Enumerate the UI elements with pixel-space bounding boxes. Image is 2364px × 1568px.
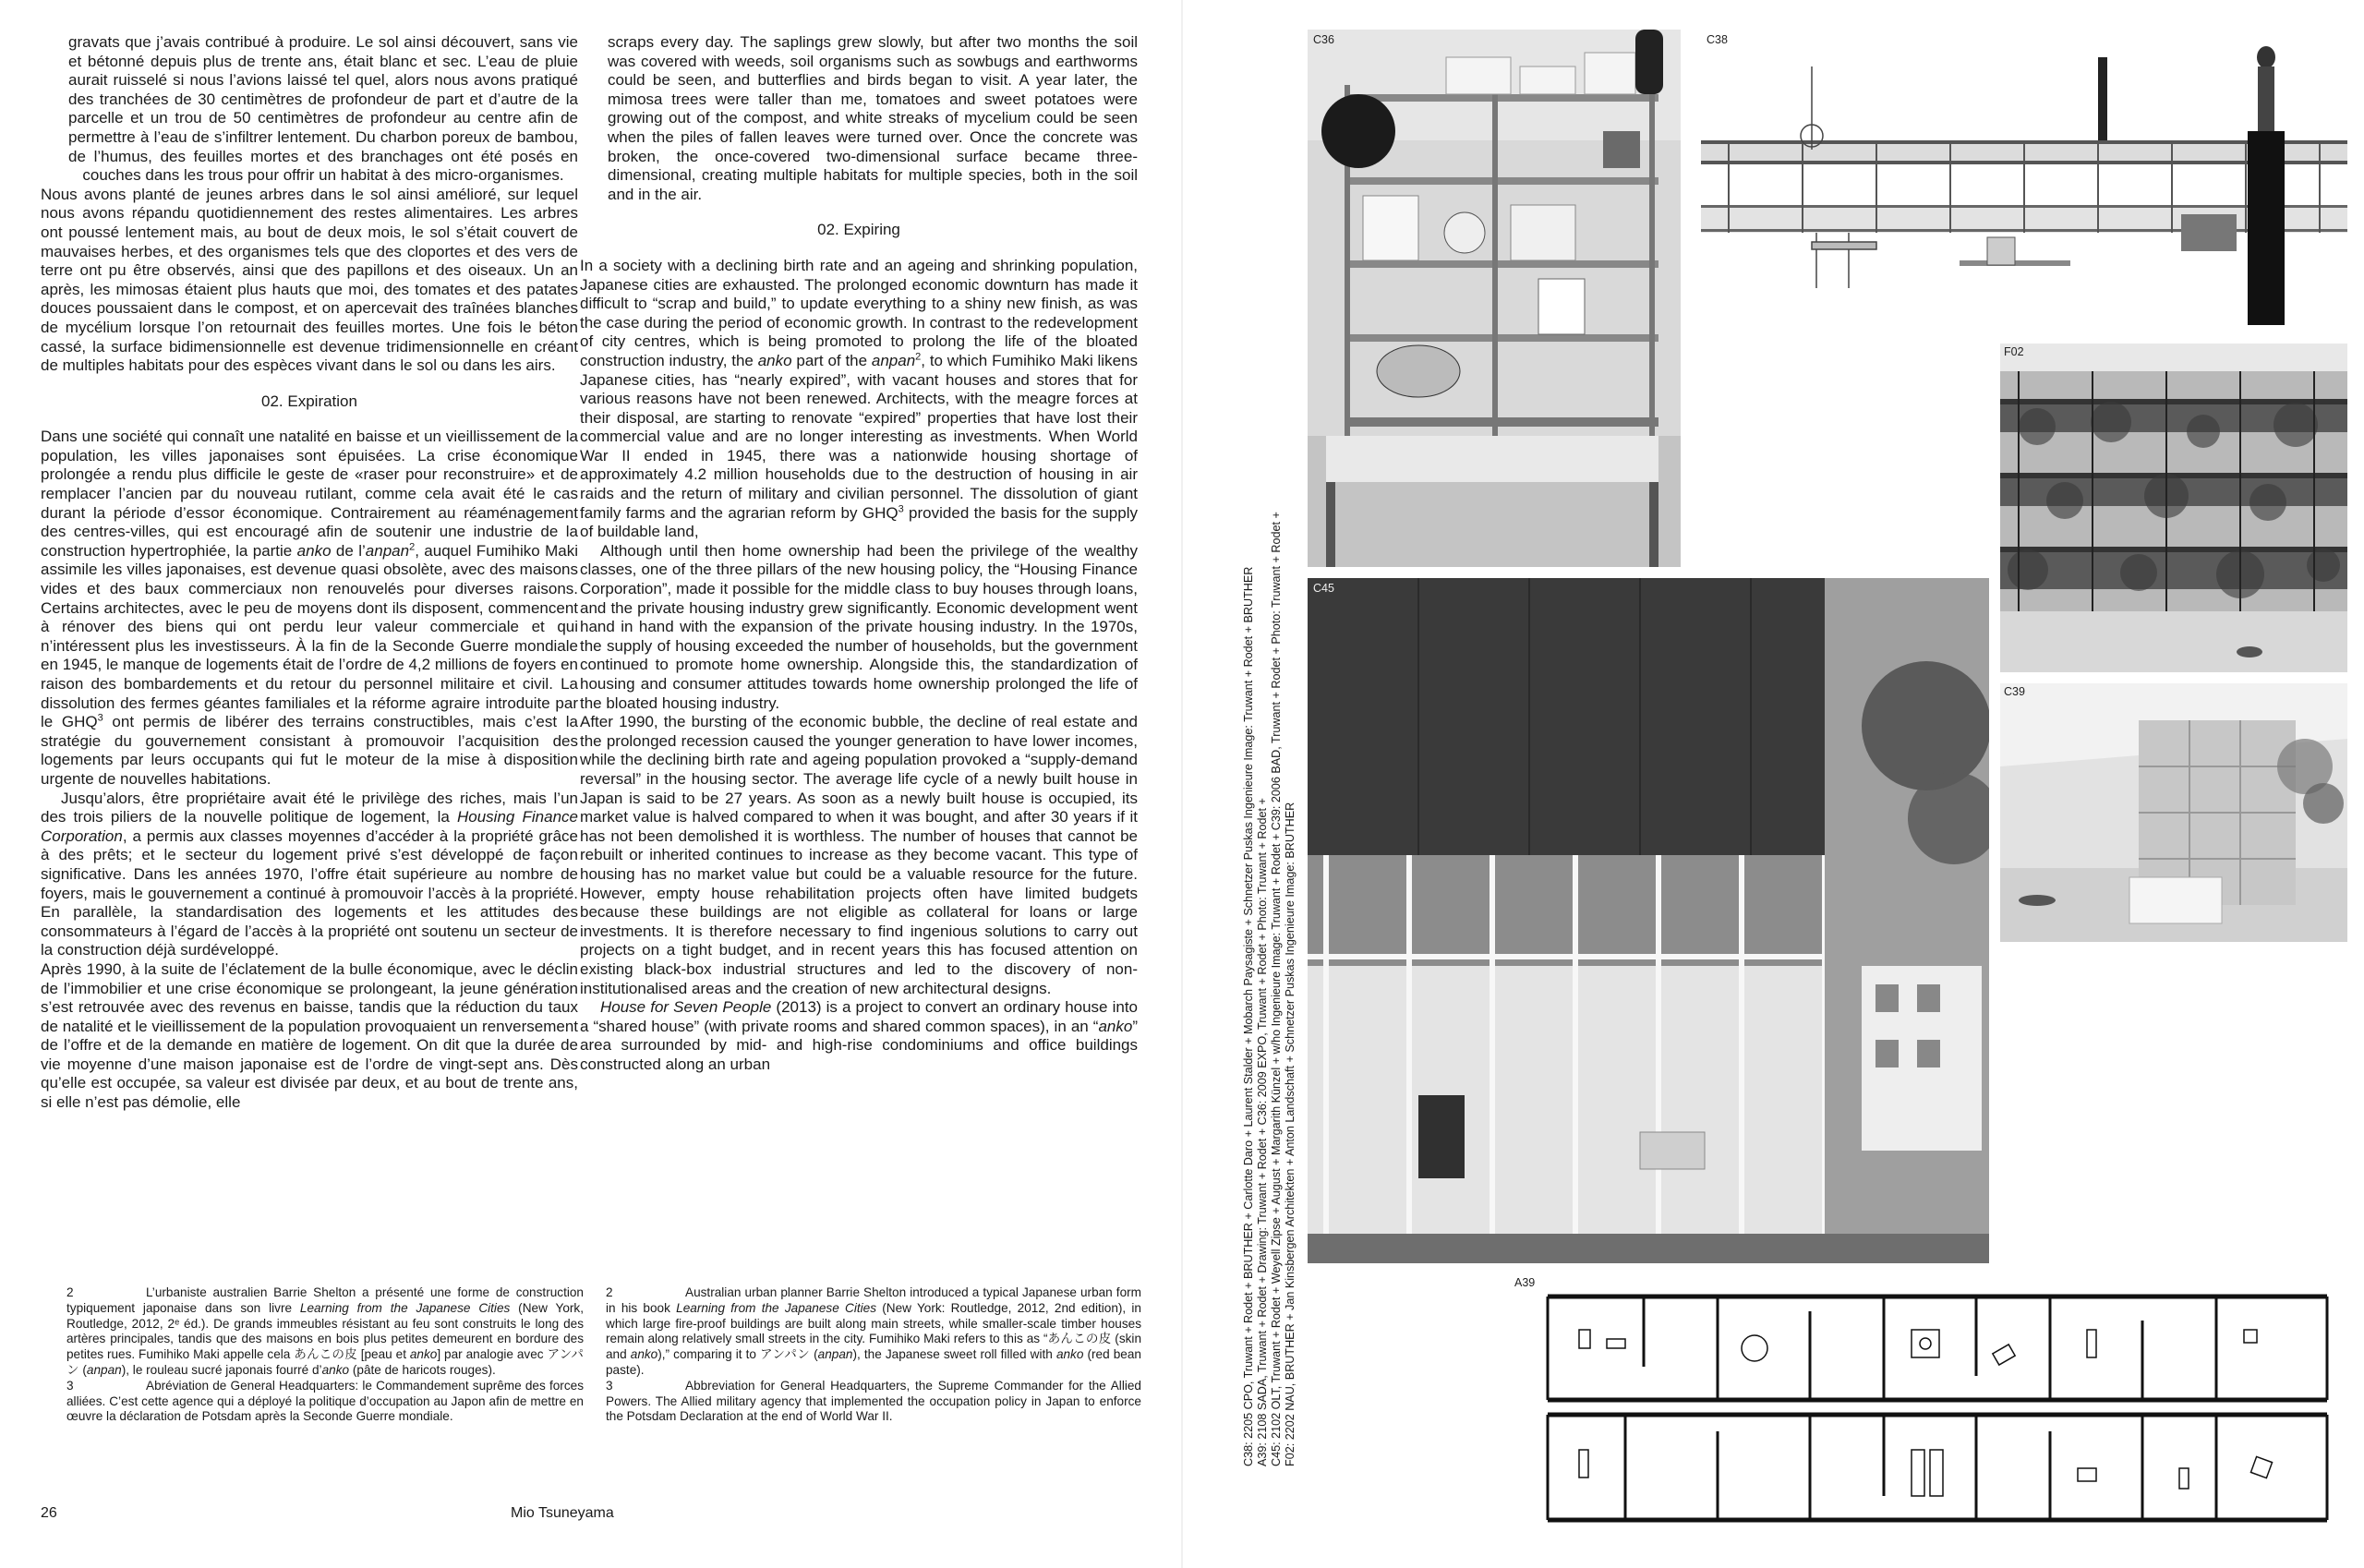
en-footnote-2: 2 Australian urban planner Barrie Shelton introduced a typical Japanese urban form in his book Learning from the Japanese Cities (New York: Routledge, 2012, 2nd edition), in which large fire-proof buildings are built along main streets, while smaller-scale timber houses remain along relatively small streets in the city. Fumihiko Maki refers to this as “あんこの皮 (skin and anko),” comparing it to アンパン (anpan), the Japanese sweet roll filled with anko (red bean paste). — [606, 1285, 1141, 1377]
credit-line: A39: 2108 SADA, Truwant + Rodet + Drawing: Truwant + Rodet + C36: 2009 EXPO, Truwant + Rodet + Photo: Truwant + Rodet + — [1256, 798, 1269, 1466]
label-c36: C36 — [1313, 33, 1334, 46]
fr-paragraph-1: gravats que j’avais contribué à produire. Le sol ainsi découvert, sans vie et bétonné depuis plus de trente ans, était blanc et sec. L’eau de pluie aurait ruisselé si nous l’avions laissé tel quel, alors nous avons pratiqué des tranchées de 30 centimètres de profondeur de part et d’autre de la parcelle et un trou de 50 centimètres de profondeur au centre afin de permettre à l’eau de s’infiltrer lentement. Du charbon poreux de bambou, de l’humus, des feuilles mortes et des branchages ont été posés en couches dans les trous pour offrir un habitat à des micro-organismes. — [68, 33, 578, 185]
credit-line: C38: 2205 CPO, Truwant + Rodet + BRUTHER + Carlotte Daro + Laurent Stalder + Mobarch Paysagiste + Schnetzer Puskas Ingenieure Image: Truwant + Rodet + BRUTHER — [1242, 566, 1255, 1466]
drawing-a39-floorplans — [1514, 1274, 2346, 1533]
label-a39: A39 — [1514, 1276, 1536, 1289]
french-column — [41, 33, 578, 1113]
photo-c36-studio — [1308, 30, 1681, 567]
en-paragraph-1: scraps every day. The saplings grew slowly, but after two months the soil was covered with weeds, soil organisms such as sowbugs and earthworms could be seen, and butterflies and birds began to visit. A year later, the mimosa trees were taller than me, tomatoes and sweet potatoes were growing out of the compost, and white streaks of mycelium could be seen when the piles of fallen leaves were turned over. Once the concrete was broken, the once-covered two-dimensional surface became three-dimensional, creating multiple habitats for multiple species, both in the soil and in the air. — [608, 33, 1138, 203]
fr-footnote-2: 2 L’urbaniste australien Barrie Shelton a présenté une forme de construction typiquement japonaise dans son livre Learning from the Japanese Cities (New York, Routledge, 2012, 2ᵉ éd.). De grands immeubles résistant au feu sont construits le long des artères principales, tandis que des maisons en bois plus petites demeurent en bordure des petites rues. Fumihiko Maki appelle cela あんこの皮 [peau et anko] par analogie avec アンパン (anpan), le rouleau sucré japonais fourré d’anko (pâte de haricots rouges). — [66, 1285, 584, 1377]
interior-render-image — [2000, 683, 2347, 942]
studio-shelving-image — [1308, 30, 1681, 567]
photo-c45-pavilion — [1308, 578, 1989, 1263]
label-c38: C38 — [1707, 33, 1728, 46]
label-f02: F02 — [2004, 345, 2024, 358]
english-column — [580, 33, 1138, 1074]
en-footnote-3: 3 Abbreviation for General Headquarters, the Supreme Commander for the Allied Powers. The Allied military agency that implemented the occupation policy in Japan to enforce the Potsdam Declaration at the end of World War II. — [606, 1378, 1141, 1424]
photo-c38-exhibition — [1701, 30, 2347, 325]
fr-paragraph-2: Nous avons planté de jeunes arbres dans le sol ainsi amélioré, sur lequel nous avons répandu quotidiennement des restes alimentaires. Les arbres ont poussé lentement mais, au bout de deux mois, le sol s’était couvert de mauvaises herbes, et des organismes tels que des cloportes et des vers de terre ont pu être observés, ainsi que des papillons et des oiseaux. Un an après, les mimosas étaient plus hauts que moi, des tomates et des patates douces poussaient dans le compost, et on apercevait des traînées blanches de mycélium lorsque l’on retournait des feuilles mortes. Une fois le béton cassé, la surface bidimensionnelle est devenue tridimensionnelle en créant de multiples habitats pour des espèces vivant dans le sol ou dans les airs. — [41, 185, 578, 375]
page-gutter — [1181, 0, 1183, 1568]
photo-f02-facade — [2000, 344, 2347, 672]
en-paragraph-4: After 1990, the bursting of the economic bubble, the decline of real estate and the prolonged recession caused the younger generation to have lower incomes, while the declining birth rate and ageing population provoked a “supply-demand reversal” in the housing sector. The average life cycle of a newly built house in Japan is said to be 27 years. As soon as a newly built house is occupied, its market value is halved compared to when it was bought, and after 30 years if it has not been demolished it is worthless. The number of houses that cannot be rebuilt or inherited continues to increase as they become vacant. This type of housing has no market value but could be a valuable resource for the future. However, empty house rehabilitation projects often have limited budgets because these buildings are not eligible as collateral for loans or large investments. It is therefore necessary to find ingenious solutions to carry out projects on a tight budget, and in recent years this has focused attention on existing black-box industrial structures and led to the discovery of non-institutionalised areas and the creation of new architectural designs. — [580, 713, 1138, 997]
en-paragraph-3: Although until then home ownership had been the privilege of the wealthy classes, one of the three pillars of the new housing policy, the “Housing Finance Corporation”, made it possible for the middle class to buy houses through loans, and the private housing industry grew significantly. Economic development went hand in hand with the expansion of the private housing industry. In the 1970s, the supply of housing exceeded the number of households, but the government continued to promote home ownership. Alongside this, the standardization of housing and consumer attitudes towards home ownership prolonged the life of the bloated housing industry. — [580, 541, 1138, 712]
french-footnotes — [66, 1285, 584, 1425]
en-paragraph-5: House for Seven People (2013) is a project to convert an ordinary house into a “shared house” (with private rooms and shared common spaces), in an “anko” area surrounded by mid- and high-rise condominiums and office buildings constructed along an urban — [580, 998, 1139, 1073]
fr-paragraph-4: Jusqu’alors, être propriétaire avait été le privilège des riches, mais l’un des trois piliers de la nouvelle politique de logement, la Housing Finance Corporation, a permis aux classes moyennes d’accéder à la propriété grâce à des prêts; et le secteur du logement privé s’est développé de façon significative. Dans les années 1970, l’offre était supérieure au nombre de foyers, mais le gouvernement a continué à promouvoir l’accès à la propriété. En parallèle, la standardisation des logements et les attitudes des consommateurs à l’égard de l’accès à la propriété ont soutenu un secteur de la construction déjà surdéveloppé. — [41, 789, 578, 959]
fr-paragraph-3: Dans une société qui connaît une natalité en baisse et un vieillissement de la population, les villes japonaises sont épuisées. La crise économique prolongée a rendu plus difficile le geste de «raser pour reconstruire» et de remplacer l’ancien par du nouveau rutilant, comme cela avait été le cas durant la période d’essor économique. Contrairement au réaménagement des centres-villes, qui est encouragé afin de soutenir une industrie de la construction hypertrophiée, la partie anko de l’anpan$^2$, auquel Fumihiko Maki assimile les villes japonaises, est devenue quasi obsolète, avec des maisons vides et des baux commerciaux non renouvelés pour diverses raisons. Certains architectes, avec le peu de moyens dont ils disposent, commencent à rénover des biens qui ont perdu leur valeur commerciale et qui n’intéressent plus les investisseurs. À la fin de la Seconde Guerre mondiale en 1945, le manque de logements était de l’ordre de 4,2 millions de foyers en raison des bombardements et du retour du personnel militaire et civil. La dissolution des fermes géantes familiales et la réforme agraire introduite par le GHQ$^3$ ont permis de libérer des terrains constructibles, mais c’est la stratégie du gouvernement consistant à promouvoir l’acquisition des logements par leurs occupants qui fut le moteur de la mise à disposition urgente de nouvelles habitations. — [41, 428, 578, 788]
label-c45: C45 — [1313, 582, 1334, 595]
english-footnotes — [606, 1285, 1141, 1425]
page-number: 26 — [41, 1505, 57, 1521]
fr-footnote-3: 3 Abréviation de General Headquarters: le Commandement suprême des forces alliées. C’est cette agence qui a déployé la politique d’occupation au Japon afin de mettre en œuvre la déclaration de Potsdam après la Seconde Guerre mondiale. — [66, 1378, 584, 1424]
exhibition-collage-image — [1701, 30, 2347, 325]
credit-line: F02: 2202 NAU, BRUTHER + Jan Kinsbergen Architekten + Anton Landschaft + Schnetzer Puskas Ingenieure Image: BRUTHER — [1284, 802, 1297, 1466]
photo-c39-interior — [2000, 683, 2347, 942]
floorplan-drawing — [1514, 1274, 2346, 1533]
fr-heading: 02. Expiration — [261, 392, 357, 410]
pavilion-facade-image — [1308, 578, 1989, 1263]
author-name: Mio Tsuneyama — [511, 1505, 614, 1521]
en-paragraph-2: In a society with a declining birth rate and an ageing and shrinking population, Japanese cities are exhausted. The prolonged economic downturn has made it difficult to “scrap and build,” to update everything to a shiny new finish, as was the case during the period of economic growth. In contrast to the redevelopment of city centres, which is being promoted to prolong the life of the bloated construction industry, the anko part of the anpan$^2$, to which Fumihiko Maki likens Japanese cities, has “nearly expired”, with vacant houses and stores that for various reasons have not been renewed. Architects, with the meagre forces at their disposal, are starting to renovate “expired” properties that have lost their commercial value and are no longer interesting as investments. When World War II ended in 1945, there was a nationwide housing shortage of approximately 4.2 million households due to the destruction of housing in air raids and the return of military and civilian personnel. The dissolution of giant family farms and the agrarian reform by GHQ$^3$ provided the basis for the supply of buildable land, — [580, 256, 1138, 541]
en-heading: 02. Expiring — [817, 221, 900, 239]
image-credits — [1242, 109, 1297, 1466]
fr-paragraph-5: Après 1990, à la suite de l’éclatement de la bulle économique, avec le déclin de l’immobilier et une crise économique se prolongeant, la jeune génération s’est retrouvée avec des revenus en baisse, tandis que la réduction du taux de natalité et le vieillissement de la population provoquaient un renversement de l’offre et de la demande en matière de logement. On dit que la durée de vie moyenne d’une maison japonaise est de l’ordre de vingt-sept ans. Dès qu’elle est occupée, sa valeur est divisée par deux, et au bout de trente ans, si elle n’est pas démolie, elle — [41, 959, 578, 1112]
label-c39: C39 — [2004, 685, 2025, 698]
credit-line: C45: 2102 OLT, Truwant + Rodet + Weyell Zipse + August + Margarith Künzel + w/ho Ingenieure Image: Truwant + Rodet + C39: 2006 BAD, Truwant + Rodet + Photo: Truwant + Rodet + — [1270, 512, 1283, 1466]
planted-facade-image — [2000, 344, 2347, 672]
